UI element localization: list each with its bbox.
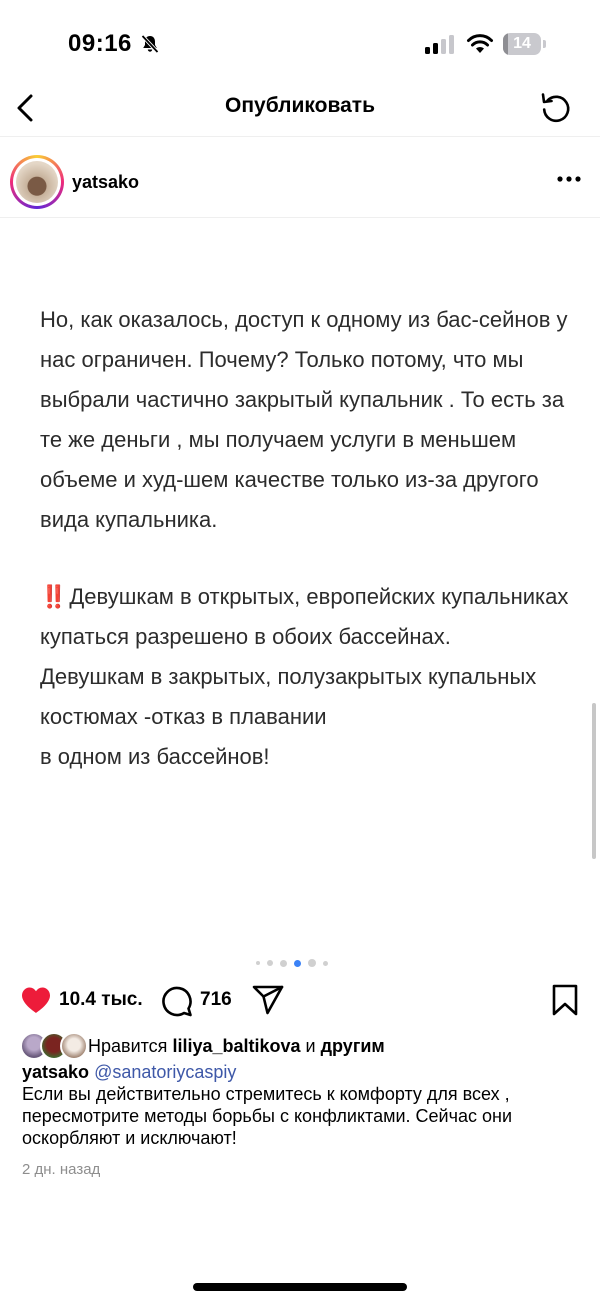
home-indicator[interactable] (193, 1283, 407, 1291)
liked-by-user[interactable]: liliya_baltikova (172, 1036, 301, 1056)
nav-bar (0, 80, 600, 137)
double-exclamation-icon: ‼️ (40, 584, 66, 609)
post-paragraph-2-line-3: в одном из бассейнов! (40, 744, 270, 769)
liked-by-text (88, 1036, 385, 1057)
caption-text: Если вы действительно стремитесь к комфорту для всех , пересмотрите методы борьбы с конфликтами. Сейчас они оскорбляют и исключают! (22, 1084, 512, 1148)
post-slide-text (40, 300, 570, 777)
caption-mention[interactable]: @sanatoriycaspiy (94, 1062, 237, 1082)
post-paragraph-1: Но, как оказалось, доступ к одному из бас-сейнов у нас ограничен. Почему? Только потому, что мы выбрали частично закрытый купальник . То есть за те же деньги , мы получаем услуги в меньшем объеме и худ-шем качестве только из-за другого вида купальника. (40, 307, 568, 532)
liked-by-conj: и (305, 1036, 316, 1056)
carousel-indicator (250, 958, 350, 968)
battery-indicator (503, 33, 547, 55)
wifi-icon (466, 33, 494, 55)
page-title: Опубликовать (225, 94, 375, 117)
carousel-dot (308, 959, 316, 967)
refresh-icon[interactable] (538, 90, 574, 126)
post-paragraph-2-line-2: Девушкам в закрытых, полузакрытых купальных костюмах -отказ в плавании (40, 664, 537, 729)
battery-tip (543, 40, 546, 48)
carousel-dot (323, 961, 328, 966)
liked-by-row[interactable] (20, 1032, 580, 1060)
more-options-icon[interactable] (556, 173, 582, 185)
scrollbar[interactable] (592, 703, 596, 859)
post-paragraph-2 (40, 577, 570, 657)
bookmark-icon[interactable] (551, 984, 579, 1016)
liker-avatar-3 (60, 1032, 88, 1060)
post-header (0, 137, 600, 218)
liked-by-prefix: Нравится (88, 1036, 168, 1056)
action-bar (0, 980, 600, 1020)
likes-count[interactable]: 10.4 тыс. (59, 989, 143, 1010)
avatar-image (16, 161, 58, 203)
comment-icon[interactable] (160, 984, 193, 1017)
status-bar (0, 0, 600, 80)
battery-level: 14 (513, 35, 531, 52)
carousel-dot (294, 960, 301, 967)
liked-by-others[interactable]: другим (320, 1036, 385, 1056)
post-caption (22, 1061, 582, 1149)
share-paper-plane-icon[interactable] (251, 984, 285, 1016)
comments-count[interactable]: 716 (200, 989, 232, 1010)
post-username[interactable]: yatsako (72, 172, 140, 192)
carousel-dot (280, 960, 287, 967)
paragraph-gap (40, 540, 570, 577)
carousel-dot (267, 960, 273, 966)
carousel-dot (256, 961, 260, 965)
bell-slash-icon (140, 34, 160, 54)
battery-body (503, 33, 541, 55)
caption-header (22, 1061, 582, 1083)
cellular-signal-icon (425, 34, 457, 54)
avatar-frame (13, 158, 61, 206)
caption-username[interactable]: yatsako (22, 1062, 90, 1082)
status-time: 09:16 (68, 30, 132, 57)
avatar[interactable] (10, 155, 64, 209)
post-timestamp: 2 дн. назад (22, 1161, 101, 1178)
heart-filled-icon[interactable] (20, 985, 52, 1015)
post-paragraph-2-line-1: Девушкам в открытых, европейских купальниках купаться разрешено в обоих бассейнах. (40, 584, 569, 649)
